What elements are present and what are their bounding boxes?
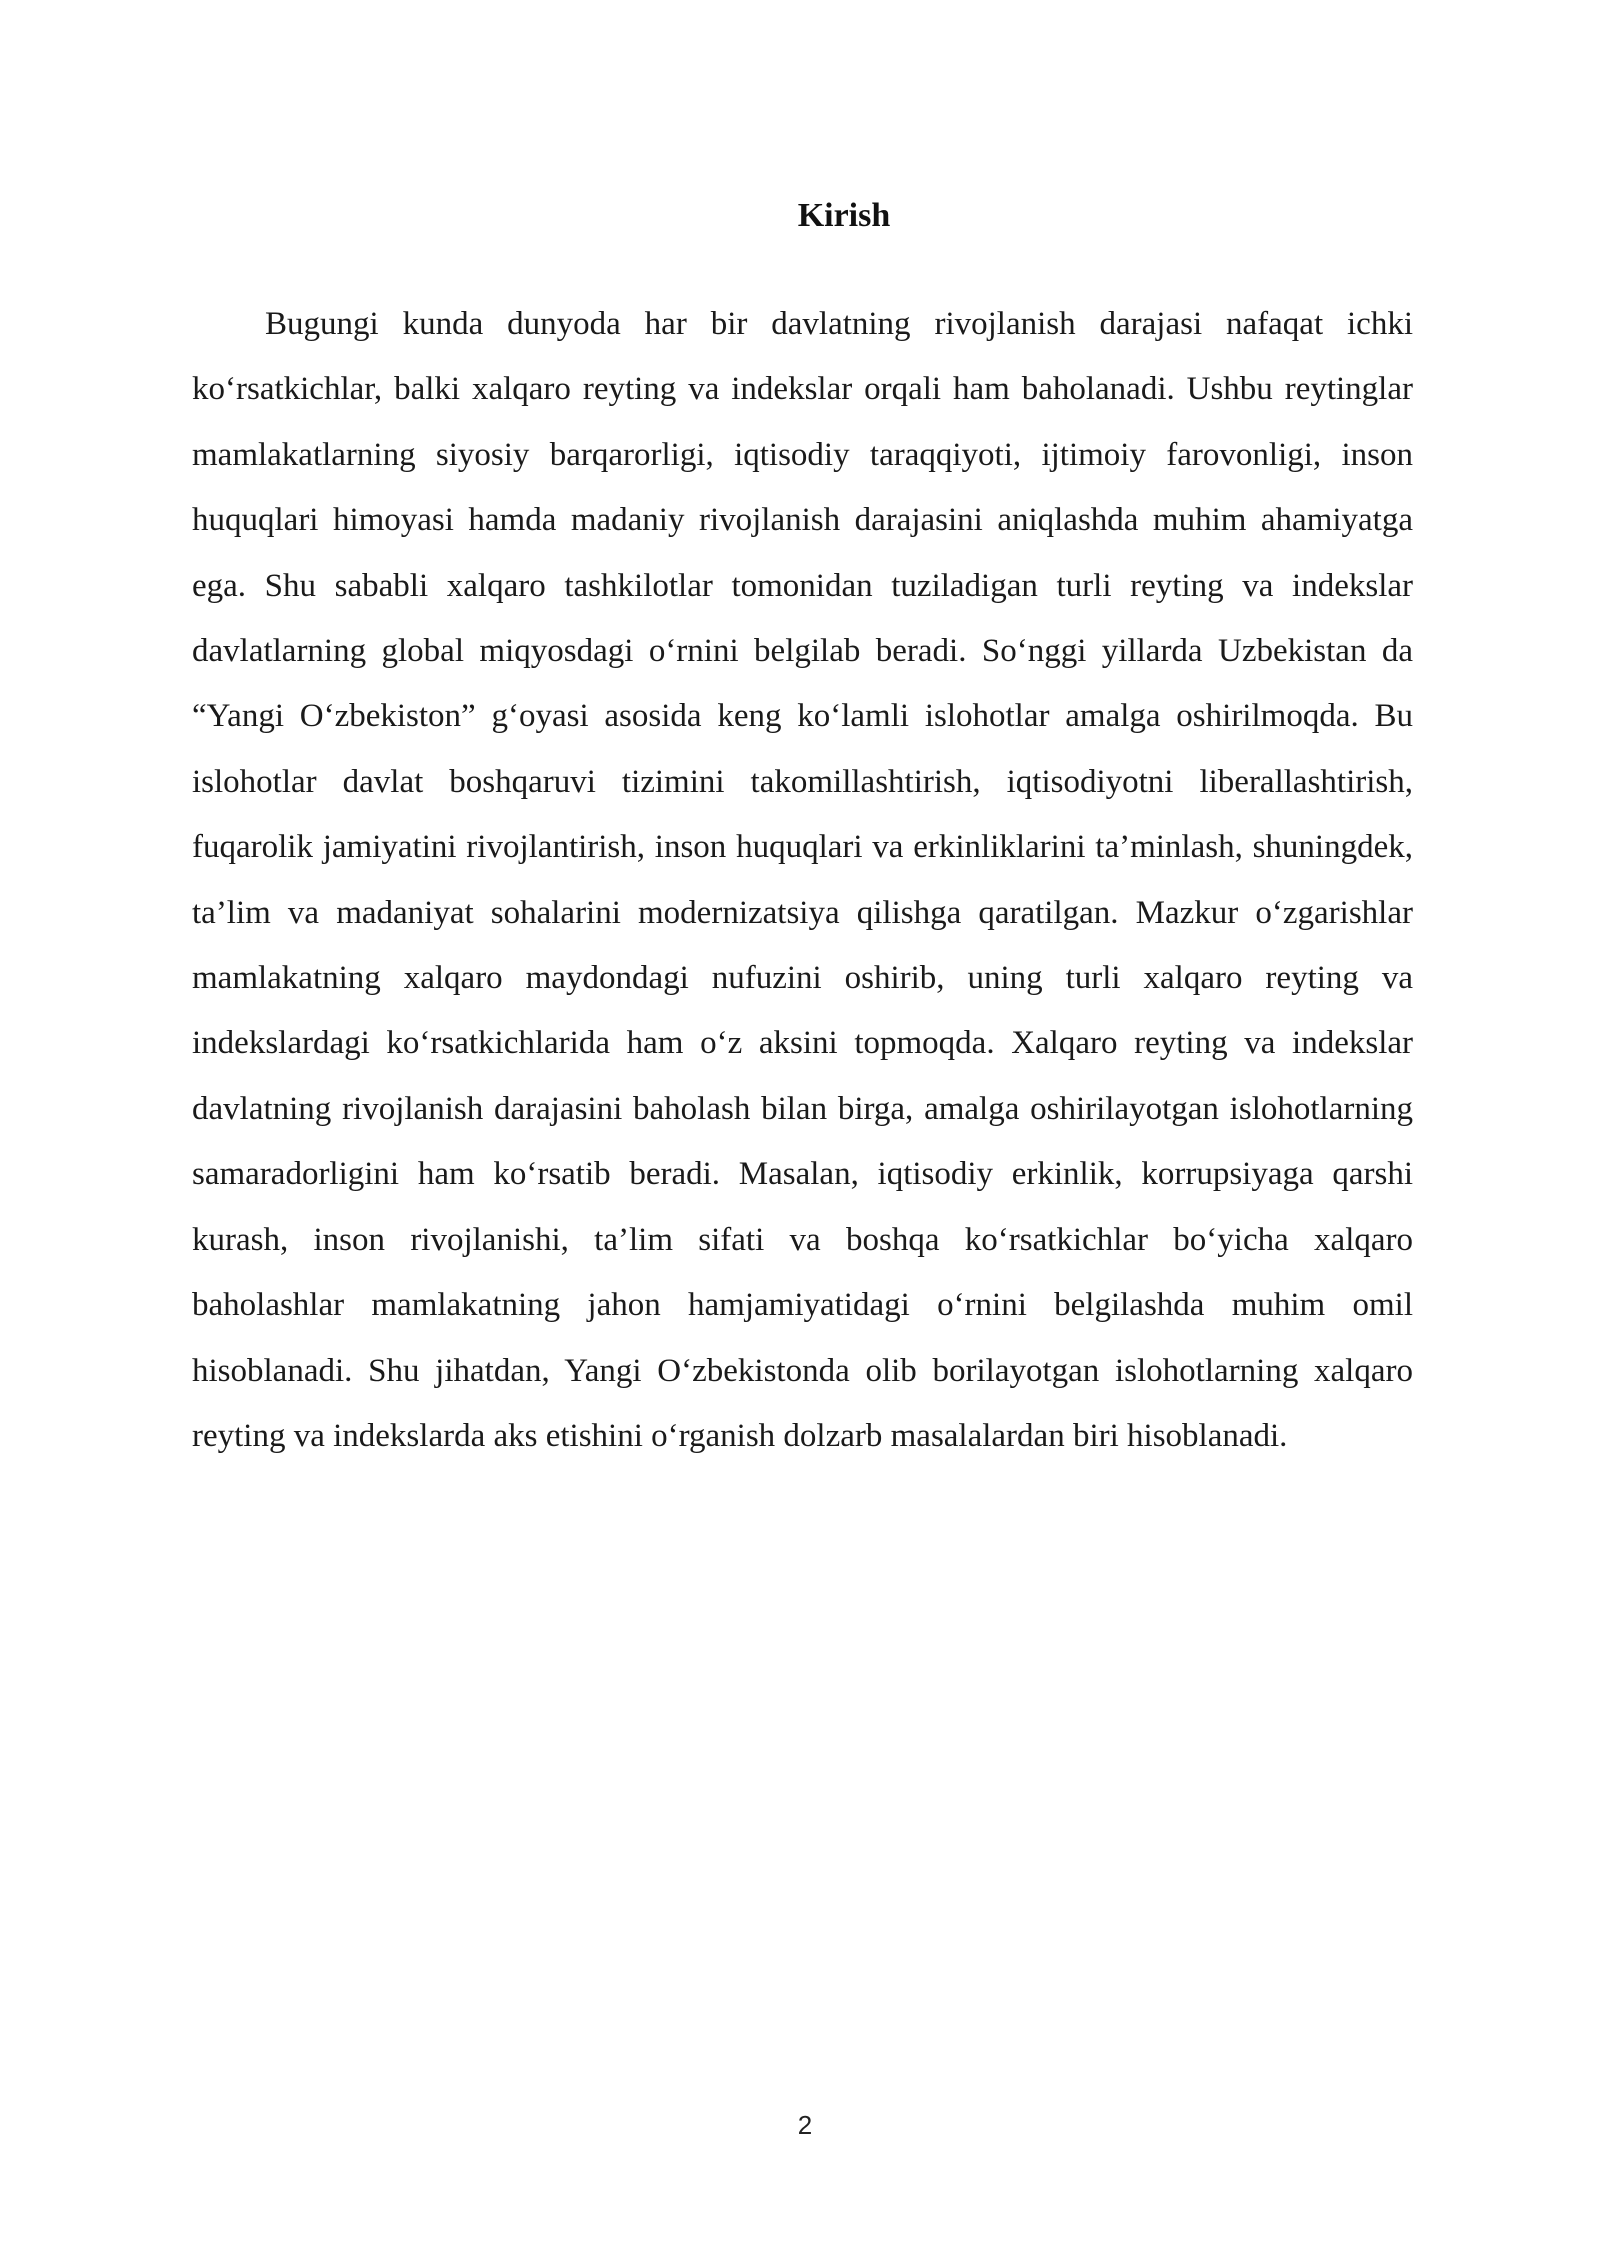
body-paragraph: Bugungi kunda dunyoda har bir davlatning rivojlanish darajasi nafaqat ichki ko‘rsatkichlar, balki xalqaro reyting va indekslar orqali ham baholanadi. Ushbu reytinglar mamlakatlarning siyosiy barqarorligi, iqtisodiy taraqqiyoti, ijtimoiy farovonligi, inson huquqlari himoyasi hamda madaniy rivojlanish darajasini aniqlashda muhim ahamiyatga ega. Shu sababli xalqaro tashkilotlar tomonidan tuziladigan turli reyting va indekslar davlatlarning global miqyosdagi o‘rnini belgilab beradi. So‘nggi yillarda Uzbekistan da “Yangi O‘zbekiston” g‘oyasi asosida keng ko‘lamli islohotlar amalga oshirilmoqda. Bu islohotlar davlat boshqaruvi tizimini takomillashtirish, iqtisodiyotni liberallashtirish, fuqarolik jamiyatini rivojlantirish, inson huquqlari va erkinliklarini ta’minlash, shuningdek, ta’lim va madaniyat sohalarini modernizatsiya qilishga qaratilgan. Mazkur o‘zgarishlar mamlakatning xalqaro maydondagi nufuzini oshirib, uning turli xalqaro reyting va indekslardagi ko‘rsatkichlarida ham o‘z aksini topmoqda. Xalqaro reyting va indekslar davlatning rivojlanish darajasini baholash bilan birga, amalga oshirilayotgan islohotlarning samaradorligini ham ko‘rsatib beradi. Masalan, iqtisodiy erkinlik, korrupsiyaga qarshi kurash, inson rivojlanishi, ta’lim sifati va boshqa ko‘rsatkichlar bo‘yicha xalqaro baholashlar mamlakatning jahon hamjamiyatidagi o‘rnini belgilashda muhim omil hisoblanadi. Shu jihatdan, Yangi O‘zbekistonda olib borilayotgan islohotlarning xalqaro reyting va indekslarda aks etishini o‘rganish dolzarb masalalardan biri hisoblanadi.	[192, 306, 1413, 1454]
section-title: Kirish	[797, 197, 891, 234]
page-number: 2	[797, 2110, 813, 2140]
